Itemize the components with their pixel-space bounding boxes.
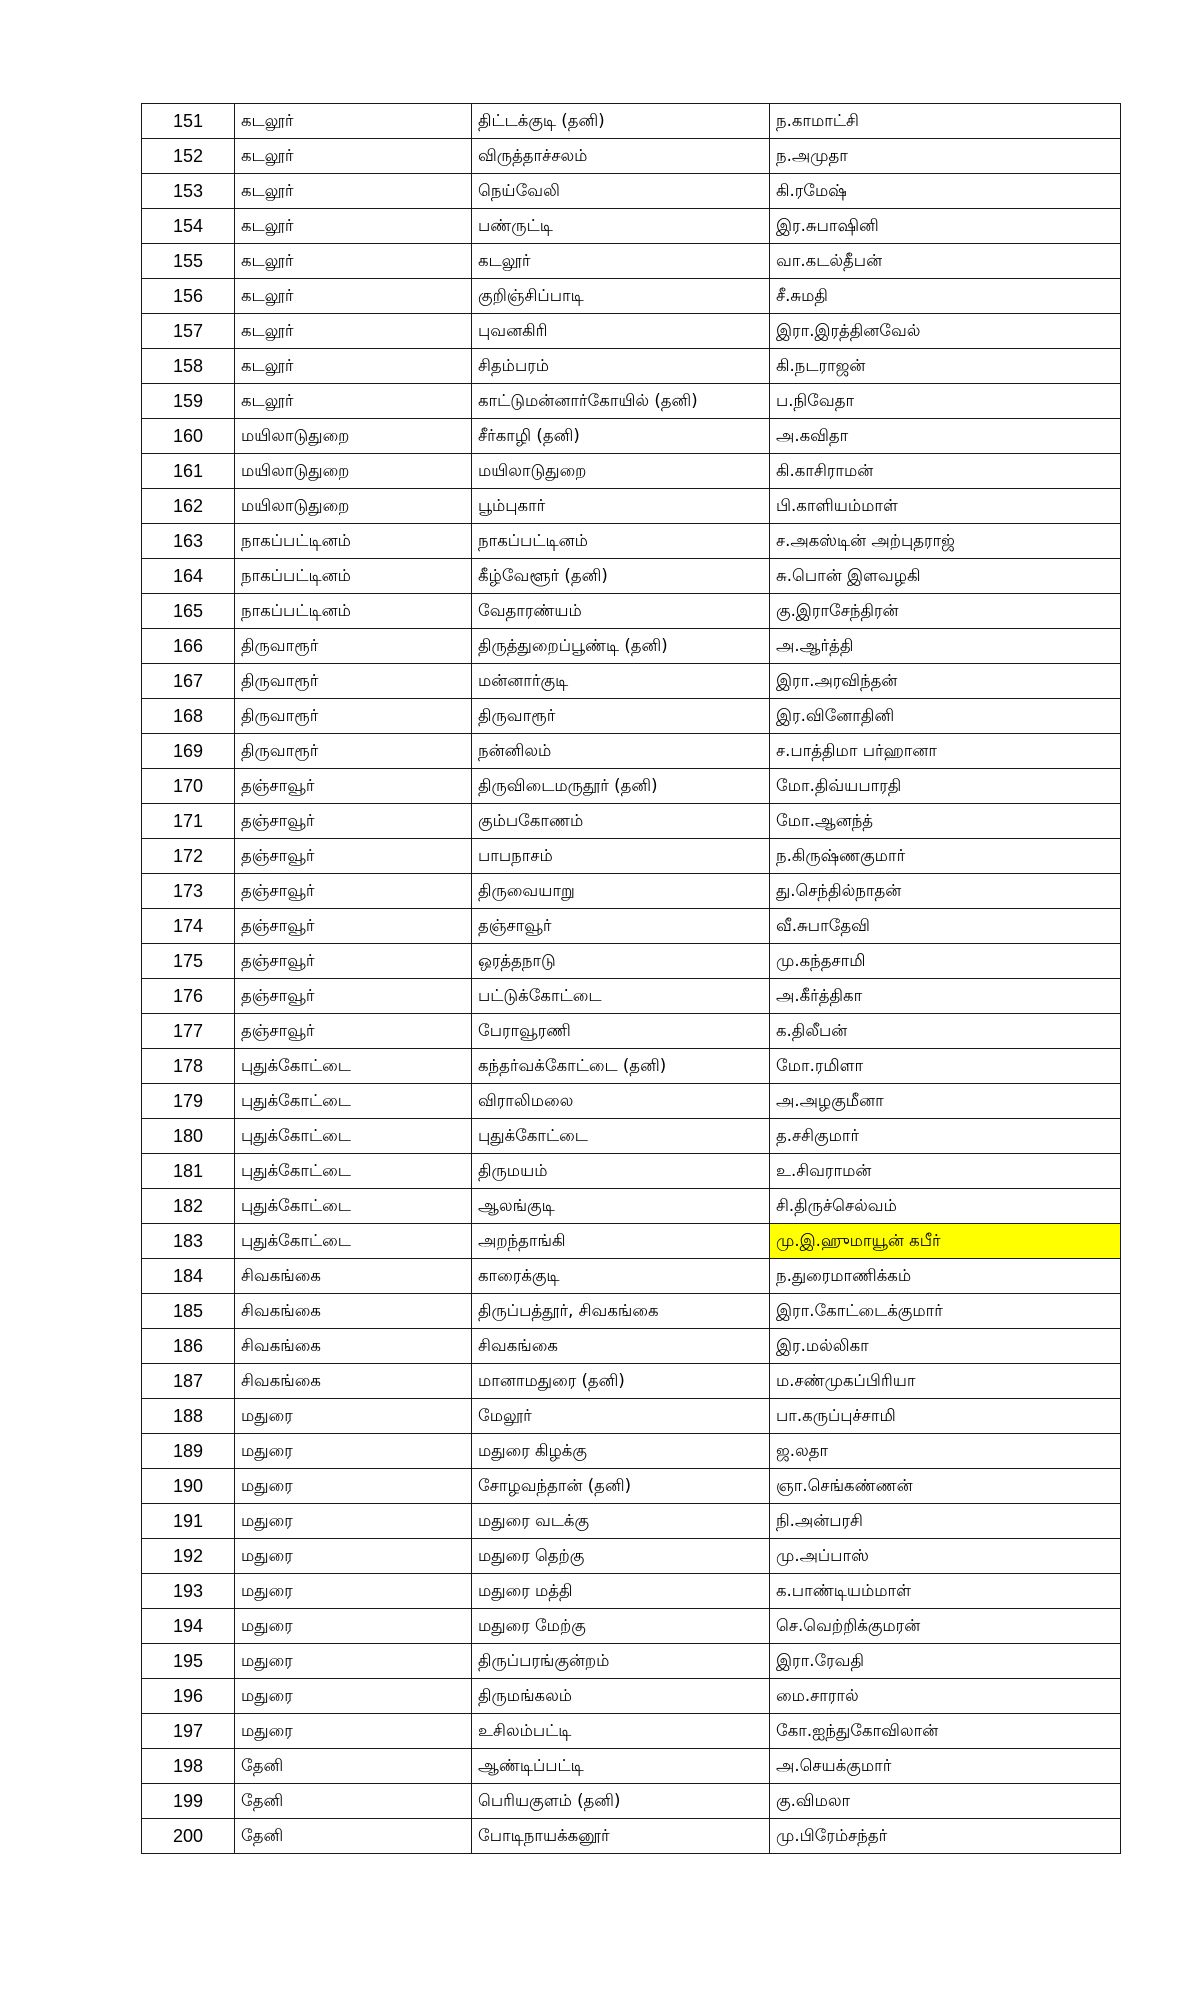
constituency-cell: போடிநாயக்கனூர்: [472, 1819, 770, 1854]
constituency-cell: ஆண்டிப்பட்டி: [472, 1749, 770, 1784]
constituency-cell: திட்டக்குடி (தனி): [472, 104, 770, 139]
candidate-cell: கி.நடராஜன்: [770, 349, 1121, 384]
candidate-cell: இர.மல்லிகா: [770, 1329, 1121, 1364]
serial-number: 190: [142, 1469, 235, 1504]
table-row: [142, 979, 1121, 1014]
district-cell: கடலூர்: [235, 104, 472, 139]
candidate-cell: ச.பாத்திமா பர்ஹானா: [770, 734, 1121, 769]
district-cell: கடலூர்: [235, 209, 472, 244]
candidate-cell: நி.அன்பரசி: [770, 1504, 1121, 1539]
district-cell: நாகப்பட்டினம்: [235, 524, 472, 559]
district-cell: சிவகங்கை: [235, 1259, 472, 1294]
constituency-cell: மேலூர்: [472, 1399, 770, 1434]
district-cell: மதுரை: [235, 1469, 472, 1504]
constituency-cell: நெய்வேலி: [472, 174, 770, 209]
constituency-cell: தஞ்சாவூர்: [472, 909, 770, 944]
candidate-cell: இரா.இரத்தினவேல்: [770, 314, 1121, 349]
district-cell: நாகப்பட்டினம்: [235, 559, 472, 594]
constituency-cell: மன்னார்குடி: [472, 664, 770, 699]
table-row: [142, 279, 1121, 314]
serial-number: 200: [142, 1819, 235, 1854]
constituency-cell: கீழ்வேளூர் (தனி): [472, 559, 770, 594]
serial-number: 193: [142, 1574, 235, 1609]
district-cell: மதுரை: [235, 1504, 472, 1539]
serial-number: 168: [142, 699, 235, 734]
serial-number: 197: [142, 1714, 235, 1749]
table-row: [142, 909, 1121, 944]
table-row: [142, 1504, 1121, 1539]
serial-number: 173: [142, 874, 235, 909]
table-row: [142, 1644, 1121, 1679]
table-row: [142, 1714, 1121, 1749]
district-cell: கடலூர்: [235, 384, 472, 419]
candidate-cell: சி.திருச்செல்வம்: [770, 1189, 1121, 1224]
serial-number: 182: [142, 1189, 235, 1224]
constituency-cell: காரைக்குடி: [472, 1259, 770, 1294]
serial-number: 199: [142, 1784, 235, 1819]
constituency-cell: விருத்தாச்சலம்: [472, 139, 770, 174]
district-cell: மயிலாடுதுறை: [235, 419, 472, 454]
table-row: [142, 1329, 1121, 1364]
candidate-cell: இரா.அரவிந்தன்: [770, 664, 1121, 699]
district-cell: கடலூர்: [235, 349, 472, 384]
table-row: [142, 209, 1121, 244]
table-row: [142, 1119, 1121, 1154]
candidate-table-body: [142, 104, 1121, 1854]
district-cell: சிவகங்கை: [235, 1364, 472, 1399]
district-cell: மதுரை: [235, 1644, 472, 1679]
district-cell: தஞ்சாவூர்: [235, 909, 472, 944]
candidate-cell: ந.துரைமாணிக்கம்: [770, 1259, 1121, 1294]
serial-number: 171: [142, 804, 235, 839]
table-row: [142, 1294, 1121, 1329]
constituency-cell: மதுரை தெற்கு: [472, 1539, 770, 1574]
serial-number: 178: [142, 1049, 235, 1084]
table-row: [142, 1819, 1121, 1854]
serial-number: 156: [142, 279, 235, 314]
constituency-cell: கந்தர்வக்கோட்டை (தனி): [472, 1049, 770, 1084]
table-row: [142, 1399, 1121, 1434]
district-cell: மயிலாடுதுறை: [235, 489, 472, 524]
district-cell: தேனி: [235, 1749, 472, 1784]
candidate-cell: அ.செயக்குமார்: [770, 1749, 1121, 1784]
constituency-cell: மானாமதுரை (தனி): [472, 1364, 770, 1399]
serial-number: 154: [142, 209, 235, 244]
table-row: [142, 734, 1121, 769]
table-row: [142, 1539, 1121, 1574]
candidate-cell: மோ.ரமிளா: [770, 1049, 1121, 1084]
serial-number: 188: [142, 1399, 235, 1434]
table-row: [142, 174, 1121, 209]
constituency-cell: திருவிடைமருதூர் (தனி): [472, 769, 770, 804]
candidate-cell: மு.அப்பாஸ்: [770, 1539, 1121, 1574]
district-cell: தஞ்சாவூர்: [235, 839, 472, 874]
constituency-cell: திருமயம்: [472, 1154, 770, 1189]
constituency-cell: சிவகங்கை: [472, 1329, 770, 1364]
table-row: [142, 1154, 1121, 1189]
serial-number: 158: [142, 349, 235, 384]
candidate-cell: ந.அமுதா: [770, 139, 1121, 174]
constituency-cell: உசிலம்பட்டி: [472, 1714, 770, 1749]
table-row: [142, 384, 1121, 419]
constituency-cell: திருப்பரங்குன்றம்: [472, 1644, 770, 1679]
constituency-cell: திருமங்கலம்: [472, 1679, 770, 1714]
serial-number: 175: [142, 944, 235, 979]
candidate-cell: கு.இராசேந்திரன்: [770, 594, 1121, 629]
constituency-cell: கடலூர்: [472, 244, 770, 279]
candidate-cell: இர.வினோதினி: [770, 699, 1121, 734]
serial-number: 152: [142, 139, 235, 174]
candidate-cell: மு.இ.ஹுமாயூன் கபீர்: [770, 1224, 1121, 1259]
candidate-cell: ஜ.லதா: [770, 1434, 1121, 1469]
candidate-cell: மு.கந்தசாமி: [770, 944, 1121, 979]
constituency-cell: கும்பகோணம்: [472, 804, 770, 839]
serial-number: 166: [142, 629, 235, 664]
serial-number: 153: [142, 174, 235, 209]
district-cell: மதுரை: [235, 1539, 472, 1574]
district-cell: தஞ்சாவூர்: [235, 944, 472, 979]
constituency-cell: திருப்பத்தூர், சிவகங்கை: [472, 1294, 770, 1329]
table-row: [142, 559, 1121, 594]
table-row: [142, 1189, 1121, 1224]
constituency-cell: மதுரை வடக்கு: [472, 1504, 770, 1539]
table-row: [142, 1364, 1121, 1399]
candidate-cell: இர.சுபாஷினி: [770, 209, 1121, 244]
serial-number: 165: [142, 594, 235, 629]
table-row: [142, 594, 1121, 629]
serial-number: 179: [142, 1084, 235, 1119]
serial-number: 151: [142, 104, 235, 139]
constituency-cell: திருவையாறு: [472, 874, 770, 909]
serial-number: 164: [142, 559, 235, 594]
table-row: [142, 699, 1121, 734]
candidate-cell: மு.பிரேம்சந்தர்: [770, 1819, 1121, 1854]
serial-number: 186: [142, 1329, 235, 1364]
district-cell: திருவாரூர்: [235, 699, 472, 734]
table-row: [142, 1679, 1121, 1714]
constituency-cell: விராலிமலை: [472, 1084, 770, 1119]
serial-number: 163: [142, 524, 235, 559]
district-cell: புதுக்கோட்டை: [235, 1049, 472, 1084]
district-cell: புதுக்கோட்டை: [235, 1154, 472, 1189]
district-cell: கடலூர்: [235, 139, 472, 174]
constituency-cell: நன்னிலம்: [472, 734, 770, 769]
district-cell: திருவாரூர்: [235, 629, 472, 664]
serial-number: 176: [142, 979, 235, 1014]
serial-number: 167: [142, 664, 235, 699]
constituency-cell: ஆலங்குடி: [472, 1189, 770, 1224]
constituency-cell: பேராவூரணி: [472, 1014, 770, 1049]
constituency-cell: சிதம்பரம்: [472, 349, 770, 384]
table-row: [142, 804, 1121, 839]
district-cell: தஞ்சாவூர்: [235, 874, 472, 909]
constituency-cell: பாபநாசம்: [472, 839, 770, 874]
constituency-cell: புவனகிரி: [472, 314, 770, 349]
constituency-cell: மதுரை மேற்கு: [472, 1609, 770, 1644]
serial-number: 198: [142, 1749, 235, 1784]
district-cell: மதுரை: [235, 1434, 472, 1469]
serial-number: 161: [142, 454, 235, 489]
serial-number: 184: [142, 1259, 235, 1294]
constituency-cell: மதுரை கிழக்கு: [472, 1434, 770, 1469]
constituency-cell: அறந்தாங்கி: [472, 1224, 770, 1259]
candidate-cell: உ.சிவராமன்: [770, 1154, 1121, 1189]
candidate-cell: சு.பொன் இளவழகி: [770, 559, 1121, 594]
district-cell: மதுரை: [235, 1399, 472, 1434]
serial-number: 169: [142, 734, 235, 769]
constituency-cell: சீர்காழி (தனி): [472, 419, 770, 454]
district-cell: தஞ்சாவூர்: [235, 1014, 472, 1049]
candidate-cell: செ.வெற்றிக்குமரன்: [770, 1609, 1121, 1644]
candidate-cell: ந.கிருஷ்ணகுமார்: [770, 839, 1121, 874]
constituency-cell: குறிஞ்சிப்பாடி: [472, 279, 770, 314]
table-row: [142, 629, 1121, 664]
table-row: [142, 1469, 1121, 1504]
table-row: [142, 664, 1121, 699]
serial-number: 160: [142, 419, 235, 454]
constituency-cell: பட்டுக்கோட்டை: [472, 979, 770, 1014]
district-cell: கடலூர்: [235, 279, 472, 314]
table-row: [142, 1259, 1121, 1294]
candidate-cell: க.பாண்டியம்மாள்: [770, 1574, 1121, 1609]
constituency-cell: காட்டுமன்னார்கோயில் (தனி): [472, 384, 770, 419]
district-cell: தேனி: [235, 1819, 472, 1854]
table-row: [142, 1609, 1121, 1644]
district-cell: மதுரை: [235, 1714, 472, 1749]
constituency-cell: நாகப்பட்டினம்: [472, 524, 770, 559]
district-cell: புதுக்கோட்டை: [235, 1189, 472, 1224]
district-cell: கடலூர்: [235, 244, 472, 279]
table-row: [142, 139, 1121, 174]
constituency-cell: மதுரை மத்தி: [472, 1574, 770, 1609]
candidate-cell: வா.கடல்தீபன்: [770, 244, 1121, 279]
table-row: [142, 944, 1121, 979]
district-cell: சிவகங்கை: [235, 1329, 472, 1364]
serial-number: 174: [142, 909, 235, 944]
district-cell: தேனி: [235, 1784, 472, 1819]
constituency-cell: ஒரத்தநாடு: [472, 944, 770, 979]
candidate-cell: து.செந்தில்நாதன்: [770, 874, 1121, 909]
table-row: [142, 1049, 1121, 1084]
constituency-cell: பெரியகுளம் (தனி): [472, 1784, 770, 1819]
candidate-cell: க.திலீபன்: [770, 1014, 1121, 1049]
district-cell: புதுக்கோட்டை: [235, 1119, 472, 1154]
candidate-cell: ம.சண்முகப்பிரியா: [770, 1364, 1121, 1399]
table-row: [142, 244, 1121, 279]
table-row: [142, 419, 1121, 454]
candidate-cell: அ.ஆர்த்தி: [770, 629, 1121, 664]
serial-number: 177: [142, 1014, 235, 1049]
candidate-cell: இரா.ரேவதி: [770, 1644, 1121, 1679]
candidate-cell: அ.அழகுமீனா: [770, 1084, 1121, 1119]
serial-number: 196: [142, 1679, 235, 1714]
table-row: [142, 769, 1121, 804]
table-row: [142, 1574, 1121, 1609]
table-row: [142, 1749, 1121, 1784]
table-row: [142, 489, 1121, 524]
table-row: [142, 874, 1121, 909]
table-row: [142, 524, 1121, 559]
table-row: [142, 314, 1121, 349]
candidate-cell: ச.அகஸ்டின் அற்புதராஜ்: [770, 524, 1121, 559]
candidate-cell: அ.கவிதா: [770, 419, 1121, 454]
table-row: [142, 1434, 1121, 1469]
table-row: [142, 349, 1121, 384]
district-cell: தஞ்சாவூர்: [235, 804, 472, 839]
candidate-cell: இரா.கோட்டைக்குமார்: [770, 1294, 1121, 1329]
candidate-cell: கி.ரமேஷ்: [770, 174, 1121, 209]
table-row: [142, 104, 1121, 139]
district-cell: தஞ்சாவூர்: [235, 769, 472, 804]
constituency-cell: சோழவந்தான் (தனி): [472, 1469, 770, 1504]
candidate-cell: கோ.ஐந்துகோவிலான்: [770, 1714, 1121, 1749]
table-row: [142, 1014, 1121, 1049]
serial-number: 192: [142, 1539, 235, 1574]
candidate-cell: சீ.சுமதி: [770, 279, 1121, 314]
serial-number: 172: [142, 839, 235, 874]
constituency-cell: திருவாரூர்: [472, 699, 770, 734]
candidate-cell: பி.காளியம்மாள்: [770, 489, 1121, 524]
candidate-cell: அ.கீர்த்திகா: [770, 979, 1121, 1014]
serial-number: 195: [142, 1644, 235, 1679]
serial-number: 157: [142, 314, 235, 349]
candidate-cell: ந.காமாட்சி: [770, 104, 1121, 139]
serial-number: 155: [142, 244, 235, 279]
district-cell: மதுரை: [235, 1609, 472, 1644]
candidate-cell: மோ.திவ்யபாரதி: [770, 769, 1121, 804]
table-row: [142, 1784, 1121, 1819]
candidate-table: [141, 103, 1121, 1854]
candidate-cell: மை.சாரால்: [770, 1679, 1121, 1714]
candidate-cell: கு.விமலா: [770, 1784, 1121, 1819]
constituency-cell: புதுக்கோட்டை: [472, 1119, 770, 1154]
district-cell: புதுக்கோட்டை: [235, 1084, 472, 1119]
serial-number: 191: [142, 1504, 235, 1539]
constituency-cell: பூம்புகார்: [472, 489, 770, 524]
district-cell: சிவகங்கை: [235, 1294, 472, 1329]
serial-number: 180: [142, 1119, 235, 1154]
candidate-cell: ஞா.செங்கண்ணன்: [770, 1469, 1121, 1504]
table-row: [142, 839, 1121, 874]
candidate-cell: ப.நிவேதா: [770, 384, 1121, 419]
district-cell: மதுரை: [235, 1679, 472, 1714]
district-cell: தஞ்சாவூர்: [235, 979, 472, 1014]
serial-number: 185: [142, 1294, 235, 1329]
district-cell: மயிலாடுதுறை: [235, 454, 472, 489]
serial-number: 170: [142, 769, 235, 804]
serial-number: 189: [142, 1434, 235, 1469]
candidate-cell: மோ.ஆனந்த்: [770, 804, 1121, 839]
table-row: [142, 454, 1121, 489]
constituency-cell: வேதாரண்யம்: [472, 594, 770, 629]
serial-number: 183: [142, 1224, 235, 1259]
serial-number: 159: [142, 384, 235, 419]
table-row: [142, 1084, 1121, 1119]
district-cell: கடலூர்: [235, 174, 472, 209]
district-cell: புதுக்கோட்டை: [235, 1224, 472, 1259]
constituency-cell: திருத்துறைப்பூண்டி (தனி): [472, 629, 770, 664]
district-cell: திருவாரூர்: [235, 664, 472, 699]
district-cell: கடலூர்: [235, 314, 472, 349]
candidate-cell: கி.காசிராமன்: [770, 454, 1121, 489]
serial-number: 187: [142, 1364, 235, 1399]
candidate-cell: த.சசிகுமார்: [770, 1119, 1121, 1154]
candidate-cell: பா.கருப்புச்சாமி: [770, 1399, 1121, 1434]
constituency-cell: மயிலாடுதுறை: [472, 454, 770, 489]
district-cell: மதுரை: [235, 1574, 472, 1609]
serial-number: 181: [142, 1154, 235, 1189]
district-cell: திருவாரூர்: [235, 734, 472, 769]
district-cell: நாகப்பட்டினம்: [235, 594, 472, 629]
table-row: [142, 1224, 1121, 1259]
candidate-cell: வீ.சுபாதேவி: [770, 909, 1121, 944]
constituency-cell: பண்ருட்டி: [472, 209, 770, 244]
serial-number: 194: [142, 1609, 235, 1644]
serial-number: 162: [142, 489, 235, 524]
